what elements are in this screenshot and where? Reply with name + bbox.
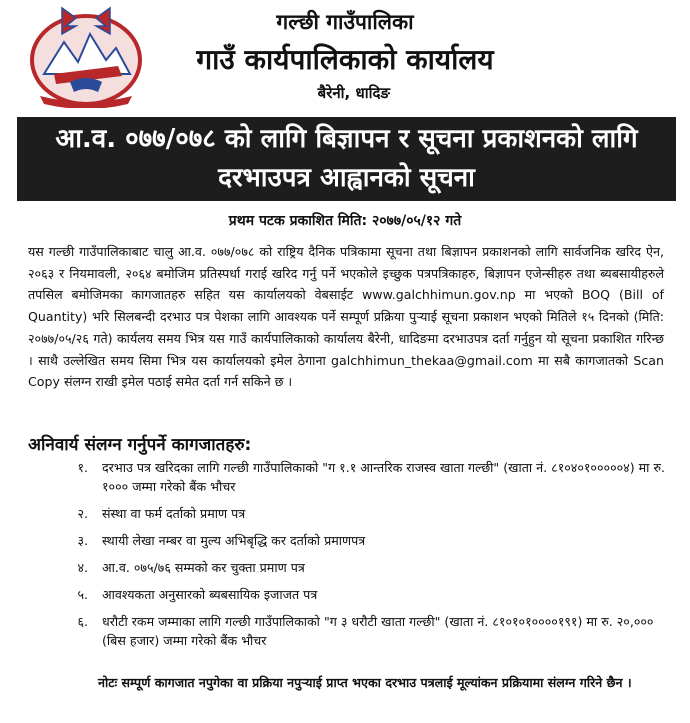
list-item-text: धरौटी रकम जम्माका लागि गल्छी गाउँपालिकाको "ग ३ धरौटी खाता गल्छी" (खाता नं. ८१०१०१००००१९१) मा रु. २०,००० (बिस हजार) जम्मा गरेको बैंक भौचर <box>102 614 654 648</box>
list-item-text: दरभाउ पत्र खरिदका लागि गल्छी गाउँपालिकाको "ग १.१ आन्तरिक राजस्व खाता गल्छी" (खाता नं. ८१०४०१०००००४) मा रु. १००० जम्मा गरेको बैंक भौचर <box>102 460 665 494</box>
list-item-text: स्थायी लेखा नम्बर वा मुल्य अभिबृद्धि कर दर्ताको प्रमाणपत्र <box>102 533 366 548</box>
notice-title: आ.व. ०७७/०७८ को लागि बिज्ञापन र सूचना प्रकाशनको लागि दरभाउपत्र आह्वानको सूचना <box>55 124 638 193</box>
list-item-text: आवश्यकता अनुसारको ब्यबसायिक इजाजत पत्र <box>102 587 318 602</box>
requirements-list <box>28 458 668 658</box>
list-item-number: २. <box>77 506 88 521</box>
office-name: गाउँ कार्यपालिकाको कार्यालय <box>196 43 494 76</box>
list-item <box>28 504 668 523</box>
list-item <box>28 458 668 496</box>
list-item <box>28 612 668 650</box>
list-item-number: ४. <box>77 560 88 575</box>
municipality-name: गल्छी गाउँपालिका <box>276 10 414 34</box>
list-item <box>28 585 668 604</box>
publication-date: प्रथम पटक प्रकाशित मिति: २०७७/०५/१२ गते <box>228 213 462 229</box>
list-item <box>28 531 668 550</box>
list-item-number: १. <box>77 460 88 475</box>
notice-title-banner <box>17 117 676 201</box>
notice-body-paragraph: यस गल्छी गाउँपालिकाबाट चालु आ.व. ०७७/०७८ को राष्ट्रिय दैनिक पत्रिकामा सूचना तथा बिज्ञापन प्रकाशनको लागि सार्वजनिक खरिद ऐन, २०६३ र नियमावली, २०६४ बमोजिम प्रतिस्पर्धा गराई खरिद गर्नु पर्ने भएकोले इच्छुक पत्रपत्रिकाहरु, बिज्ञापन एजेन्सीहरु तथा ब्यबसायीहरुले तपसिल बमोजिमका कागजातहरु सहित यस कार्यालयको वेबसाईट www.galchhimun.gov.np मा भएको BOQ (Bill of Quantity) भरि सिलबन्दी दरभाउ पत्र पेशका लागि आवश्यक पर्ने सम्पूर्ण प्रक्रिया पुऱ्याई सूचना प्रकाशन भएको मितिले १५ दिनको (मिति: २०७७/०५/२६ गते) कार्यलय समय भित्र यस गाउँ कार्यपालिकाको कार्यालय बैरेनी, धादिङमा दरभाउपत्र दर्ता गर्नुहुन यो सूचना प्रकाशित गरिन्छ । साथै उल्लेखित समय सिमा भित्र यस कार्यालयको इमेल ठेगाना galchhimun_thekaa@gmail.com मा सबै कागजातको Scan Copy संलग्न राखी इमेल पठाई समेत दर्ता गर्न सकिने छ । <box>28 244 664 390</box>
requirements-heading: अनिवार्य संलग्न गर्नुपर्ने कागजातहरु: <box>28 435 252 455</box>
list-item-number: ३. <box>77 533 88 548</box>
note-text: नोटः सम्पूर्ण कागजात नपुगेका वा प्रक्रिया नपुऱ्याई प्राप्त भएका दरभाउ पत्रलाई मूल्यांकन प्रक्रियामा संलग्न गरिने छैन । <box>98 675 632 690</box>
list-item-number: ६. <box>77 614 88 629</box>
list-item-number: ५. <box>77 587 88 602</box>
list-item-text: संस्था वा फर्म दर्ताको प्रमाण पत्र <box>102 506 246 521</box>
office-location: बैरेनी, धादिङ <box>317 84 390 102</box>
list-item-text: आ.व. ०७५/७६ सम्मको कर चुक्ता प्रमाण पत्र <box>102 560 305 575</box>
list-item <box>28 558 668 577</box>
